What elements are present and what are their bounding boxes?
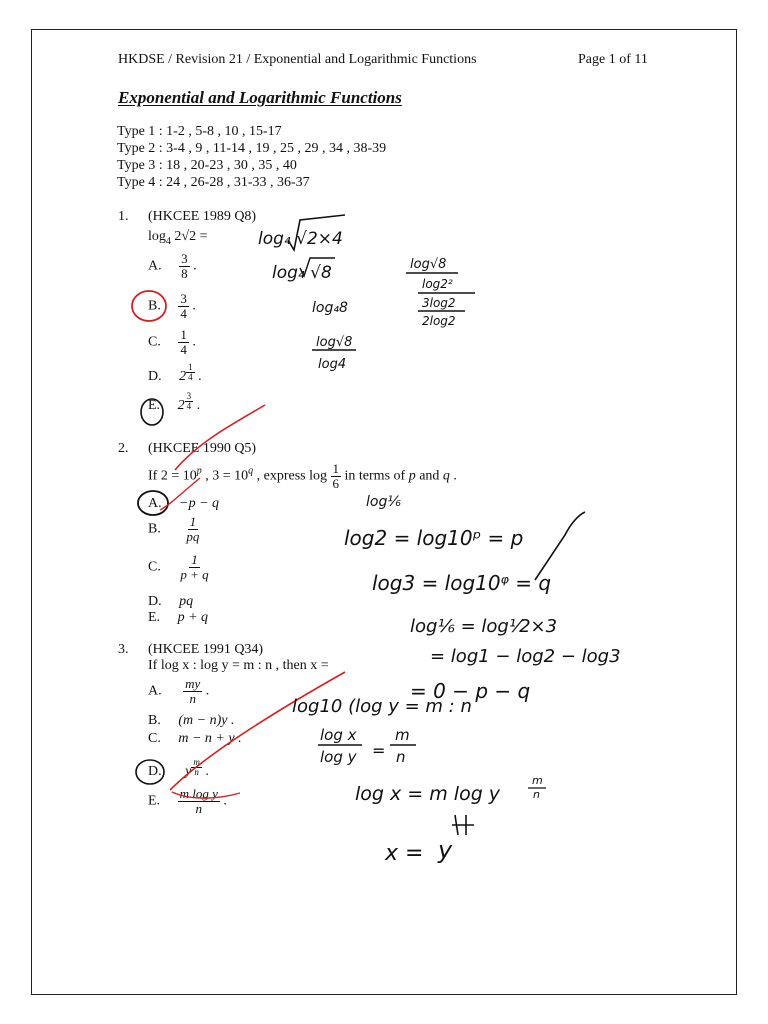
option-b[interactable]: B. $\frac{3}{4}$ . <box>148 291 196 321</box>
option-e[interactable]: E. 2 $\frac{3}{4}$ . <box>148 391 201 413</box>
hw-note: n <box>533 788 540 801</box>
hw-note: log y <box>320 748 357 766</box>
question-source: (HKCEE 1989 Q8) <box>148 209 257 224</box>
type-line: Type 1 : 1-2 , 5-8 , 10 , 15-17 <box>117 124 282 139</box>
question-source: (HKCEE 1990 Q5) <box>148 441 257 456</box>
hw-note: m <box>395 726 410 744</box>
option-a[interactable]: A. $\frac{3}{8}$ . <box>148 251 197 281</box>
hw-note: x = <box>385 841 424 866</box>
question-number: 3. <box>118 642 129 657</box>
option-e[interactable]: E. $\frac{\text{m log y}}{n}$ . <box>148 786 227 816</box>
hw-note: log₄8 <box>312 300 348 316</box>
option-b[interactable]: B. $\frac{1}{pq}$ <box>148 514 200 544</box>
option-c[interactable]: C. m − n + y . <box>148 731 242 746</box>
question-stem: If log x : log y = m : n , then x = <box>148 658 329 673</box>
hw-note: = log1 − log2 − log3 <box>430 646 621 667</box>
hw-note: = 0 − p − q <box>410 679 531 703</box>
hw-note: log√8 <box>410 257 447 272</box>
question-stem: $\log_4 2√2$ = <box>148 229 208 247</box>
hw-note: 3log2 <box>422 296 456 310</box>
type-line: Type 2 : 3-4 , 9 , 11-14 , 19 , 25 , 29 , 34 , 38-39 <box>117 141 387 156</box>
hw-note: = <box>372 741 386 760</box>
question-number: 1. <box>118 209 129 224</box>
option-a[interactable]: A. −p − q <box>148 496 220 511</box>
option-a[interactable]: A. $\frac{my}{n}$ . <box>148 676 210 706</box>
hw-note: log x = m log y <box>355 783 501 805</box>
type-line: Type 3 : 18 , 20-23 , 30 , 35 , 40 <box>117 158 297 173</box>
hw-note: m <box>532 774 543 787</box>
question-stem: If $2 = 10^p$ , $3 = 10^q$ , express log $\frac{1}{6}$ in terms of p and q . <box>148 461 457 491</box>
hw-note: y <box>438 836 453 864</box>
option-d[interactable]: D. y $\frac{m}{n}$ . <box>148 757 209 779</box>
hw-note: 2log2 <box>422 314 456 328</box>
question-source: (HKCEE 1991 Q34) <box>148 642 264 657</box>
document-title: Exponential and Logarithmic Functions <box>118 88 402 107</box>
hw-note: log10 (log y = m : n <box>292 696 472 717</box>
hw-note: log₄ √8 <box>272 263 332 283</box>
hw-note: log2 = log10ᵖ = p <box>344 526 524 550</box>
option-d[interactable]: D. pq <box>148 594 194 609</box>
option-c[interactable]: C. $\frac{1}{4}$ . <box>148 327 196 357</box>
header-title: HKDSE / Revision 21 / Exponential and Logarithmic Functions <box>118 52 477 67</box>
hw-note: log⅙ <box>366 494 401 510</box>
hw-note: log x <box>320 726 357 744</box>
hw-note: log3 = log10ᵠ = q <box>372 571 552 595</box>
hw-note: log₄ √2×4 <box>258 229 343 249</box>
type-line: Type 4 : 24 , 26-28 , 31-33 , 36-37 <box>117 175 310 190</box>
option-c[interactable]: C. $\frac{1}{p + q}$ <box>148 552 209 582</box>
option-b[interactable]: B. (m − n)y . <box>148 713 235 728</box>
hw-note: log4 <box>318 357 347 372</box>
hw-note: log⅙ = log⅟2×3 <box>410 616 558 637</box>
option-e[interactable]: E. p + q <box>148 610 209 625</box>
hw-note: log√8 <box>316 335 353 350</box>
page-number: Page 1 of 11 <box>578 52 648 67</box>
option-d[interactable]: D. 2 $\frac{1}{4}$ . <box>148 362 202 384</box>
hw-note: log2² <box>422 277 453 291</box>
hw-note: n <box>396 748 406 766</box>
question-number: 2. <box>118 441 129 456</box>
